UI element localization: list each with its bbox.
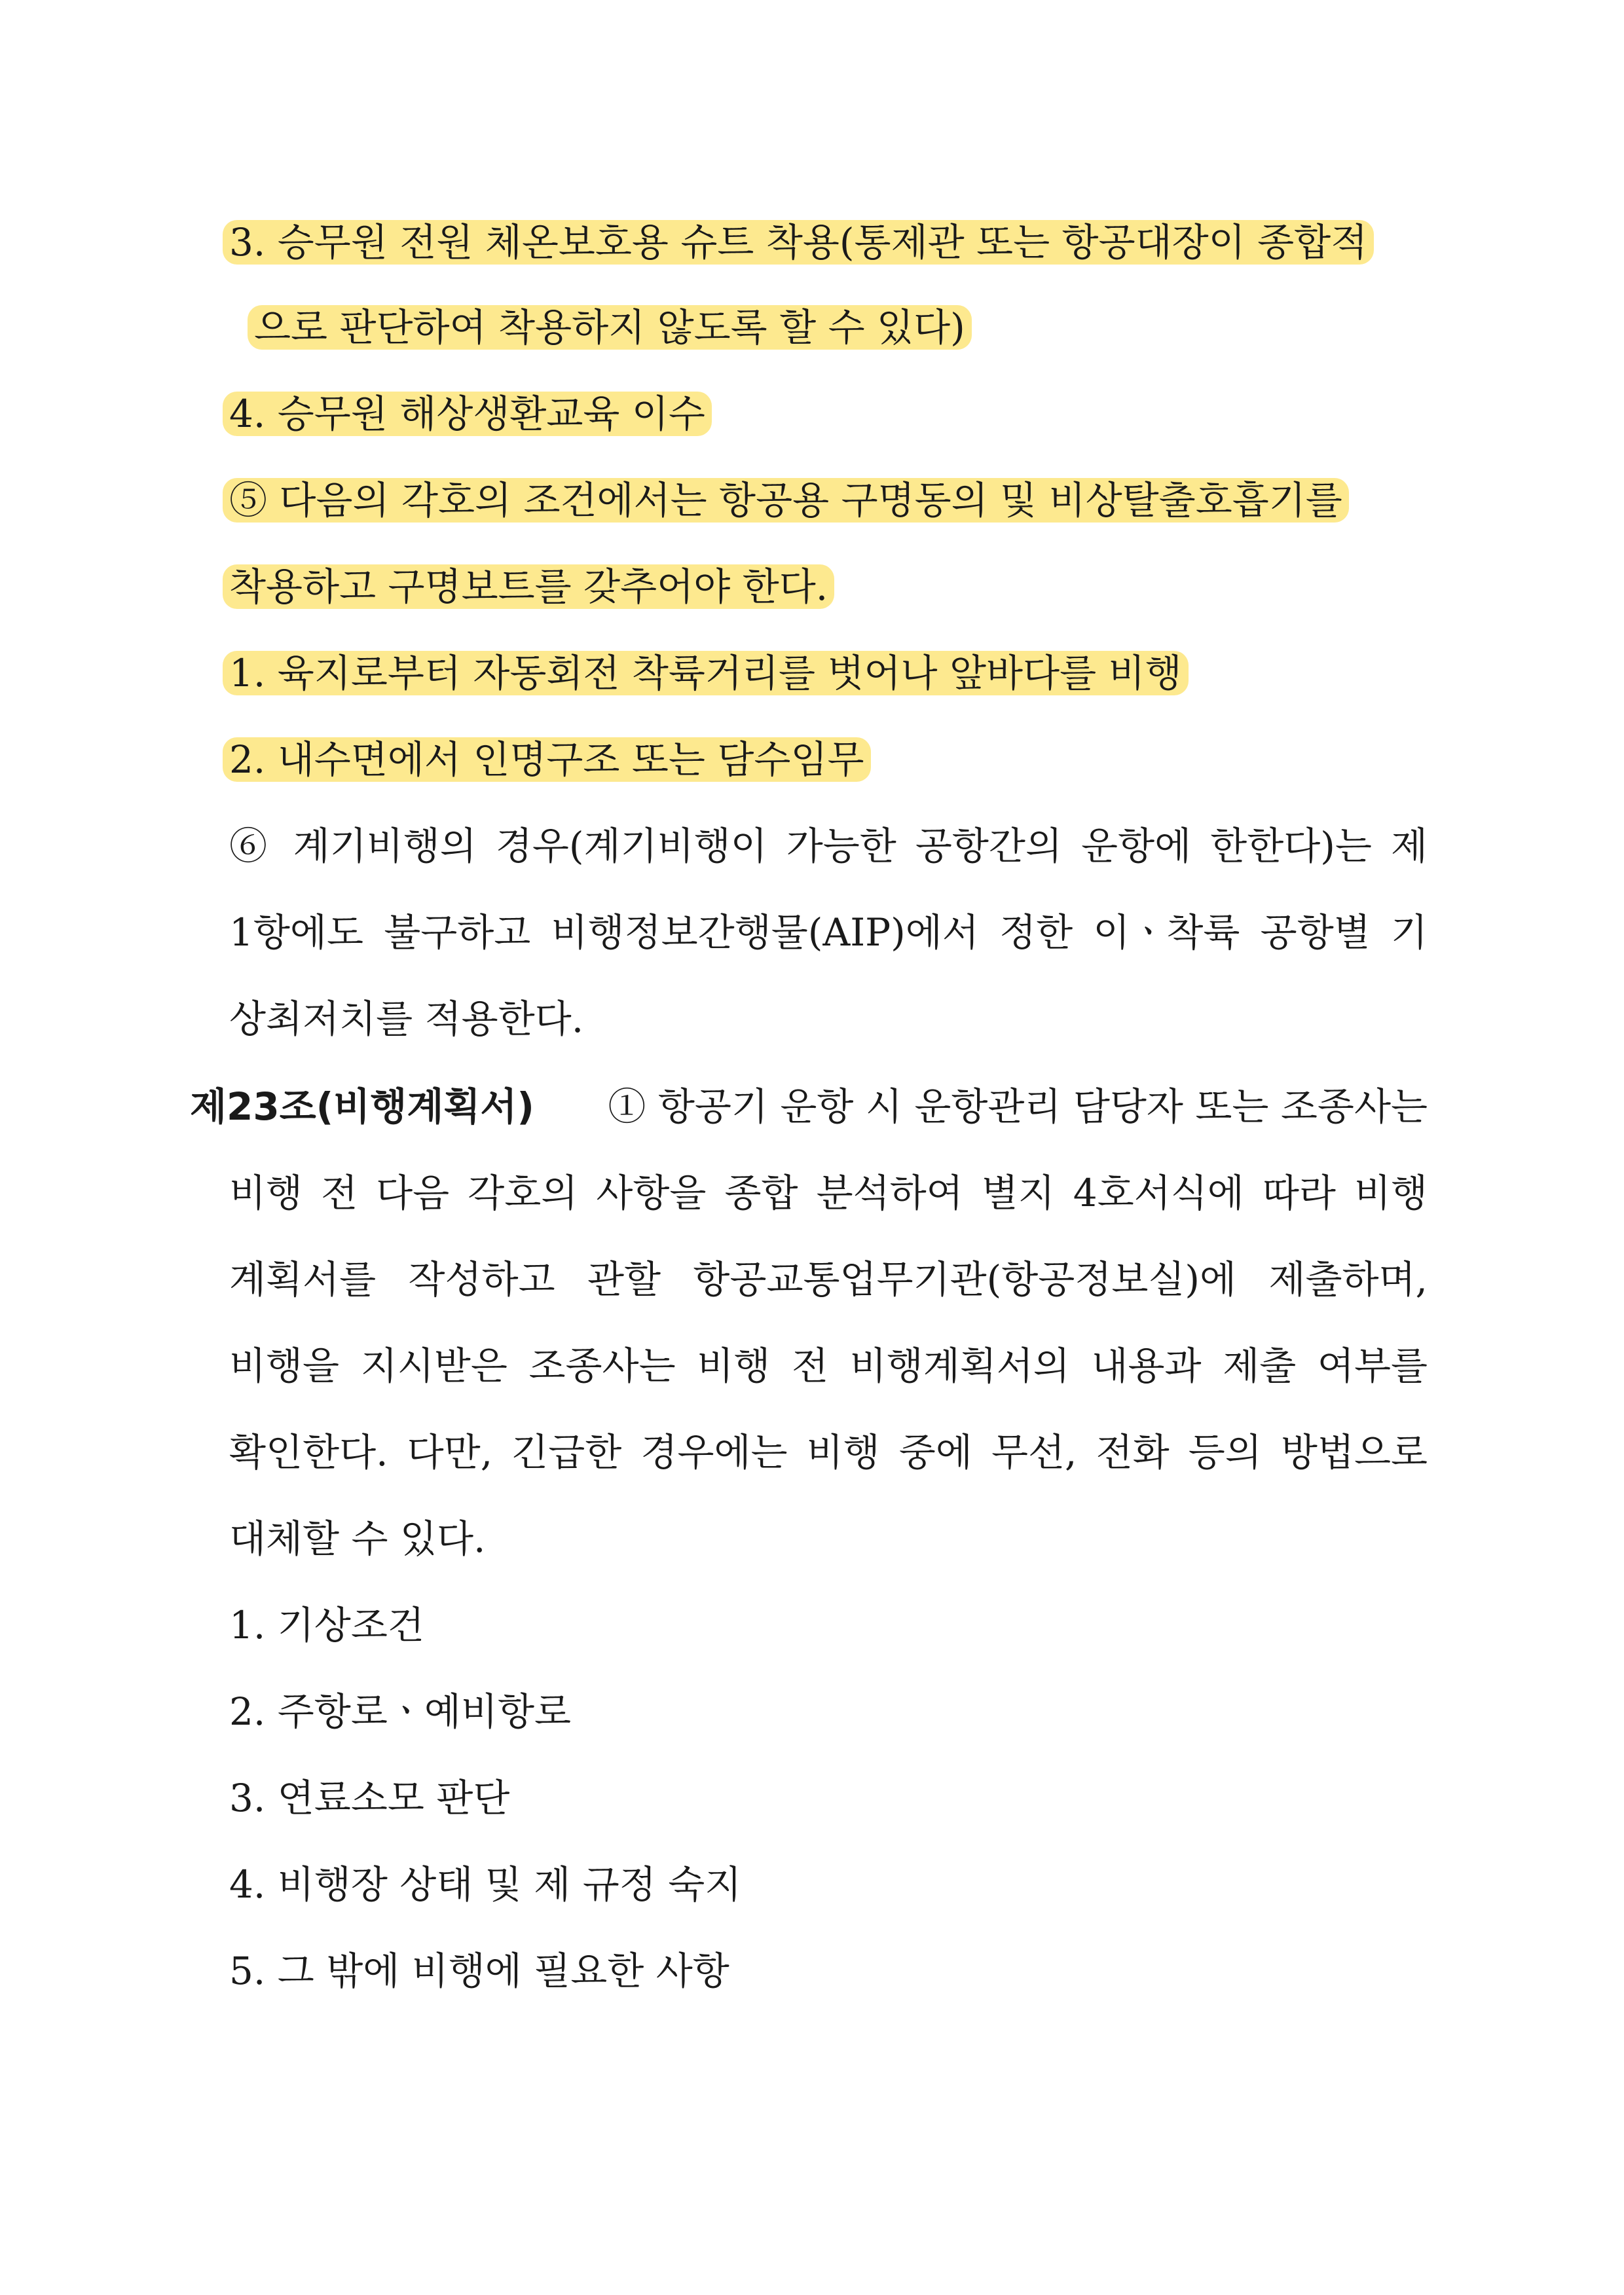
highlight: ⑤ 다음의 각호의 조건에서는 항공용 구명동의 및 비상탈출호흡기를 bbox=[223, 478, 1349, 523]
article23-line4: 비행을 지시받은 조종사는 비행 전 비행계획서의 내용과 제출 여부를 bbox=[229, 1344, 1428, 1388]
highlight: 3. 승무원 전원 체온보호용 슈트 착용(통제관 또는 항공대장이 종합적 bbox=[223, 220, 1374, 265]
para5-item1 bbox=[223, 647, 1189, 699]
article23-line3: 계획서를 작성하고 관할 항공교통업무기관(항공정보실)에 제출하며, bbox=[229, 1257, 1428, 1302]
item4 bbox=[223, 388, 712, 440]
highlight: 1. 육지로부터 자동회전 착륙거리를 벗어나 앞바다를 비행 bbox=[223, 651, 1189, 695]
highlight: 2. 내수면에서 인명구조 또는 담수임무 bbox=[223, 737, 871, 782]
para6-line3: 상최저치를 적용한다. bbox=[229, 997, 584, 1041]
para5-line1 bbox=[223, 474, 1349, 526]
article23-line6: 대체할 수 있다. bbox=[229, 1516, 486, 1561]
highlight: 4. 승무원 해상생환교육 이수 bbox=[223, 392, 712, 436]
article23-line1 bbox=[190, 1080, 1428, 1133]
article23-line5: 확인한다. 다만, 긴급한 경우에는 비행 중에 무선, 전화 등의 방법으로 bbox=[229, 1430, 1428, 1475]
article23-line1-text: ① 항공기 운항 시 운항관리 담당자 또는 조종사는 bbox=[608, 1084, 1428, 1129]
para6-line1: ⑥ 계기비행의 경우(계기비행이 가능한 공항간의 운항에 한한다)는 제 bbox=[229, 824, 1428, 868]
para6-line2: 1항에도 불구하고 비행정보간행물(AIP)에서 정한 이ㆍ착륙 공항별 기 bbox=[229, 910, 1428, 955]
highlight: 착용하고 구명보트를 갖추어야 한다. bbox=[223, 564, 834, 609]
para5-line2 bbox=[223, 560, 834, 613]
list-item: 4. 비행장 상태 및 제 규정 숙지 bbox=[229, 1862, 742, 1907]
article23-line2: 비행 전 다음 각호의 사항을 종합 분석하여 별지 4호서식에 따라 비행 bbox=[229, 1171, 1428, 1215]
item3-line2 bbox=[248, 301, 972, 354]
article23-heading: 제23조(비행계획서) bbox=[190, 1084, 534, 1129]
item3-line1 bbox=[223, 216, 1374, 268]
list-item: 5. 그 밖에 비행에 필요한 사항 bbox=[229, 1949, 729, 1993]
para5-item2 bbox=[223, 733, 871, 786]
list-item: 1. 기상조건 bbox=[229, 1603, 424, 1647]
highlight: 으로 판단하여 착용하지 않도록 할 수 있다) bbox=[248, 305, 972, 350]
list-item: 2. 주항로ㆍ예비항로 bbox=[229, 1689, 571, 1734]
list-item: 3. 연료소모 판단 bbox=[229, 1776, 510, 1820]
